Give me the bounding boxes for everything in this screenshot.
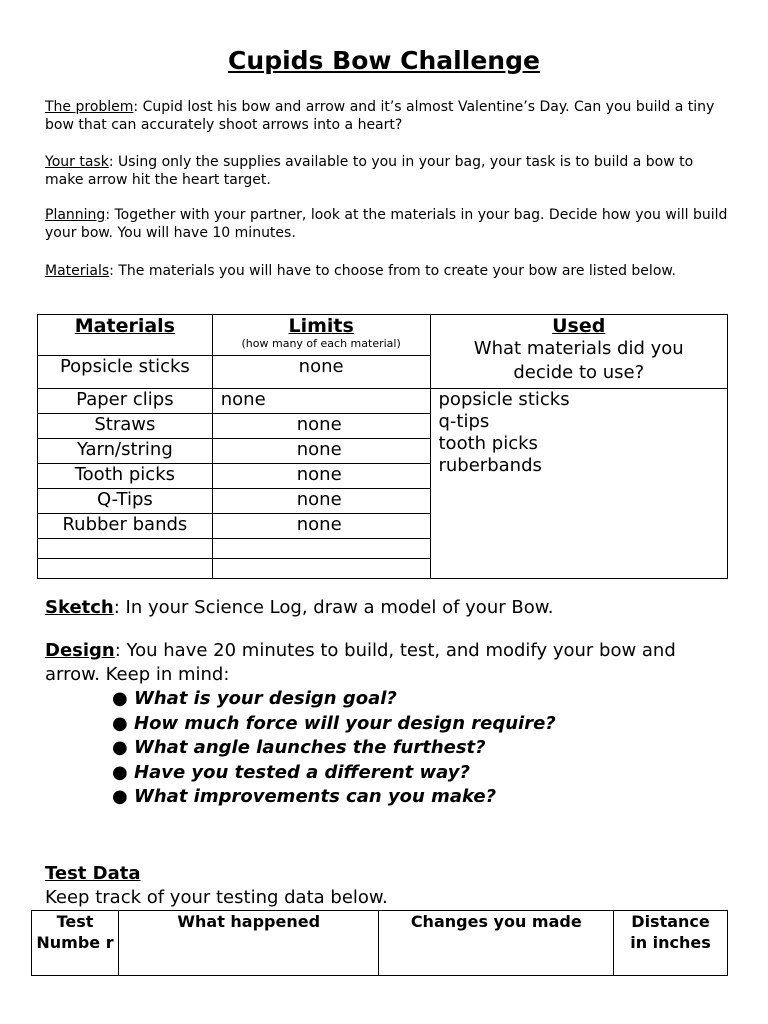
problem-text: : Cupid lost his bow and arrow and it’s almost Valentine’s Day. Can you build a tiny bow that can accurately shoot arrows into a heart? — [45, 99, 715, 133]
sketch-text: : In your Science Log, draw a model of your Bow. — [113, 597, 554, 618]
task-label: Your task — [45, 154, 109, 170]
limits-col-label: Limits — [288, 315, 354, 337]
material-cell[interactable]: Yarn/string — [38, 439, 213, 464]
planning-paragraph — [45, 206, 735, 242]
question-text: How much force will your design require? — [134, 712, 556, 734]
used-item: tooth picks — [438, 433, 538, 454]
used-item: popsicle sticks — [438, 389, 570, 410]
limit-cell-empty[interactable] — [212, 539, 430, 559]
bullet-icon: ● — [112, 786, 128, 807]
used-item: ruberbands — [438, 455, 542, 476]
material-cell[interactable]: Q-Tips — [38, 489, 213, 514]
limit-cell[interactable]: none — [212, 514, 430, 539]
materials-header-row — [38, 315, 728, 356]
problem-paragraph — [45, 98, 735, 134]
what-happened-header: What happened — [118, 911, 379, 976]
design-text: : You have 20 minutes to build, test, and modify your bow and arrow. Keep in mind: — [45, 640, 676, 685]
material-cell[interactable]: Popsicle sticks — [38, 356, 213, 389]
limits-col-header — [212, 315, 430, 356]
limit-cell[interactable]: none — [212, 464, 430, 489]
test-data-table — [31, 910, 728, 976]
materials-text: : The materials you will have to choose from to create your bow are listed below. — [109, 263, 676, 279]
used-col-label: Used — [552, 315, 606, 337]
test-number-header: Test Numbe r — [32, 911, 119, 976]
task-text: : Using only the supplies available to you in your bag, your task is to build a bow to make arrow hit the heart target. — [45, 154, 694, 188]
material-cell-empty[interactable] — [38, 559, 213, 579]
list-item — [112, 785, 556, 810]
question-text: What angle launches the furthest? — [134, 737, 486, 758]
test-data-text: Keep track of your testing data below. — [45, 887, 388, 908]
limits-col-sublabel: (how many of each material) — [241, 337, 401, 350]
table-row — [38, 389, 728, 414]
material-cell[interactable]: Straws — [38, 414, 213, 439]
bullet-icon: ● — [112, 712, 128, 734]
used-cell[interactable] — [430, 389, 728, 579]
limit-cell[interactable]: none — [212, 389, 430, 414]
used-col-header — [430, 315, 728, 389]
planning-text: : Together with your partner, look at the materials in your bag. Decide how you will build your bow. You will have 10 minutes. — [45, 207, 728, 241]
changes-made-header: Changes you made — [379, 911, 614, 976]
sketch-paragraph — [45, 596, 745, 620]
task-paragraph — [45, 153, 735, 189]
page-title: Cupids Bow Challenge — [228, 46, 540, 75]
material-cell[interactable]: Paper clips — [38, 389, 213, 414]
used-item: q-tips — [438, 411, 490, 432]
materials-label: Materials — [45, 263, 110, 279]
list-item — [112, 687, 556, 712]
planning-label: Planning — [45, 207, 106, 223]
distance-header: Distance in inches — [614, 911, 728, 976]
limit-cell[interactable]: none — [212, 414, 430, 439]
bullet-icon: ● — [112, 761, 128, 783]
design-label: Design — [45, 640, 115, 661]
design-paragraph — [45, 639, 735, 687]
materials-table — [37, 314, 728, 579]
bullet-icon: ● — [112, 737, 128, 758]
list-item — [112, 736, 556, 761]
limit-cell-empty[interactable] — [212, 559, 430, 579]
question-text: What improvements can you make? — [134, 786, 497, 807]
material-cell-empty[interactable] — [38, 539, 213, 559]
test-header-row — [32, 911, 728, 976]
question-text: Have you tested a different way? — [134, 761, 470, 783]
sketch-label: Sketch — [45, 597, 114, 618]
materials-col-header — [38, 315, 213, 356]
limit-cell[interactable]: none — [212, 439, 430, 464]
materials-col-label: Materials — [74, 315, 175, 337]
design-question-list — [112, 687, 556, 810]
material-cell[interactable]: Rubber bands — [38, 514, 213, 539]
problem-label: The problem — [45, 99, 134, 115]
question-text: What is your design goal? — [134, 688, 397, 709]
bullet-icon: ● — [112, 688, 128, 709]
list-item — [112, 712, 556, 737]
limit-cell[interactable]: none — [212, 356, 430, 389]
material-cell[interactable]: Tooth picks — [38, 464, 213, 489]
test-data-heading: Test Data — [45, 863, 141, 884]
materials-paragraph — [45, 262, 735, 280]
used-col-question: What materials did you decide to use? — [473, 338, 684, 383]
list-item — [112, 761, 556, 786]
limit-cell[interactable]: none — [212, 489, 430, 514]
